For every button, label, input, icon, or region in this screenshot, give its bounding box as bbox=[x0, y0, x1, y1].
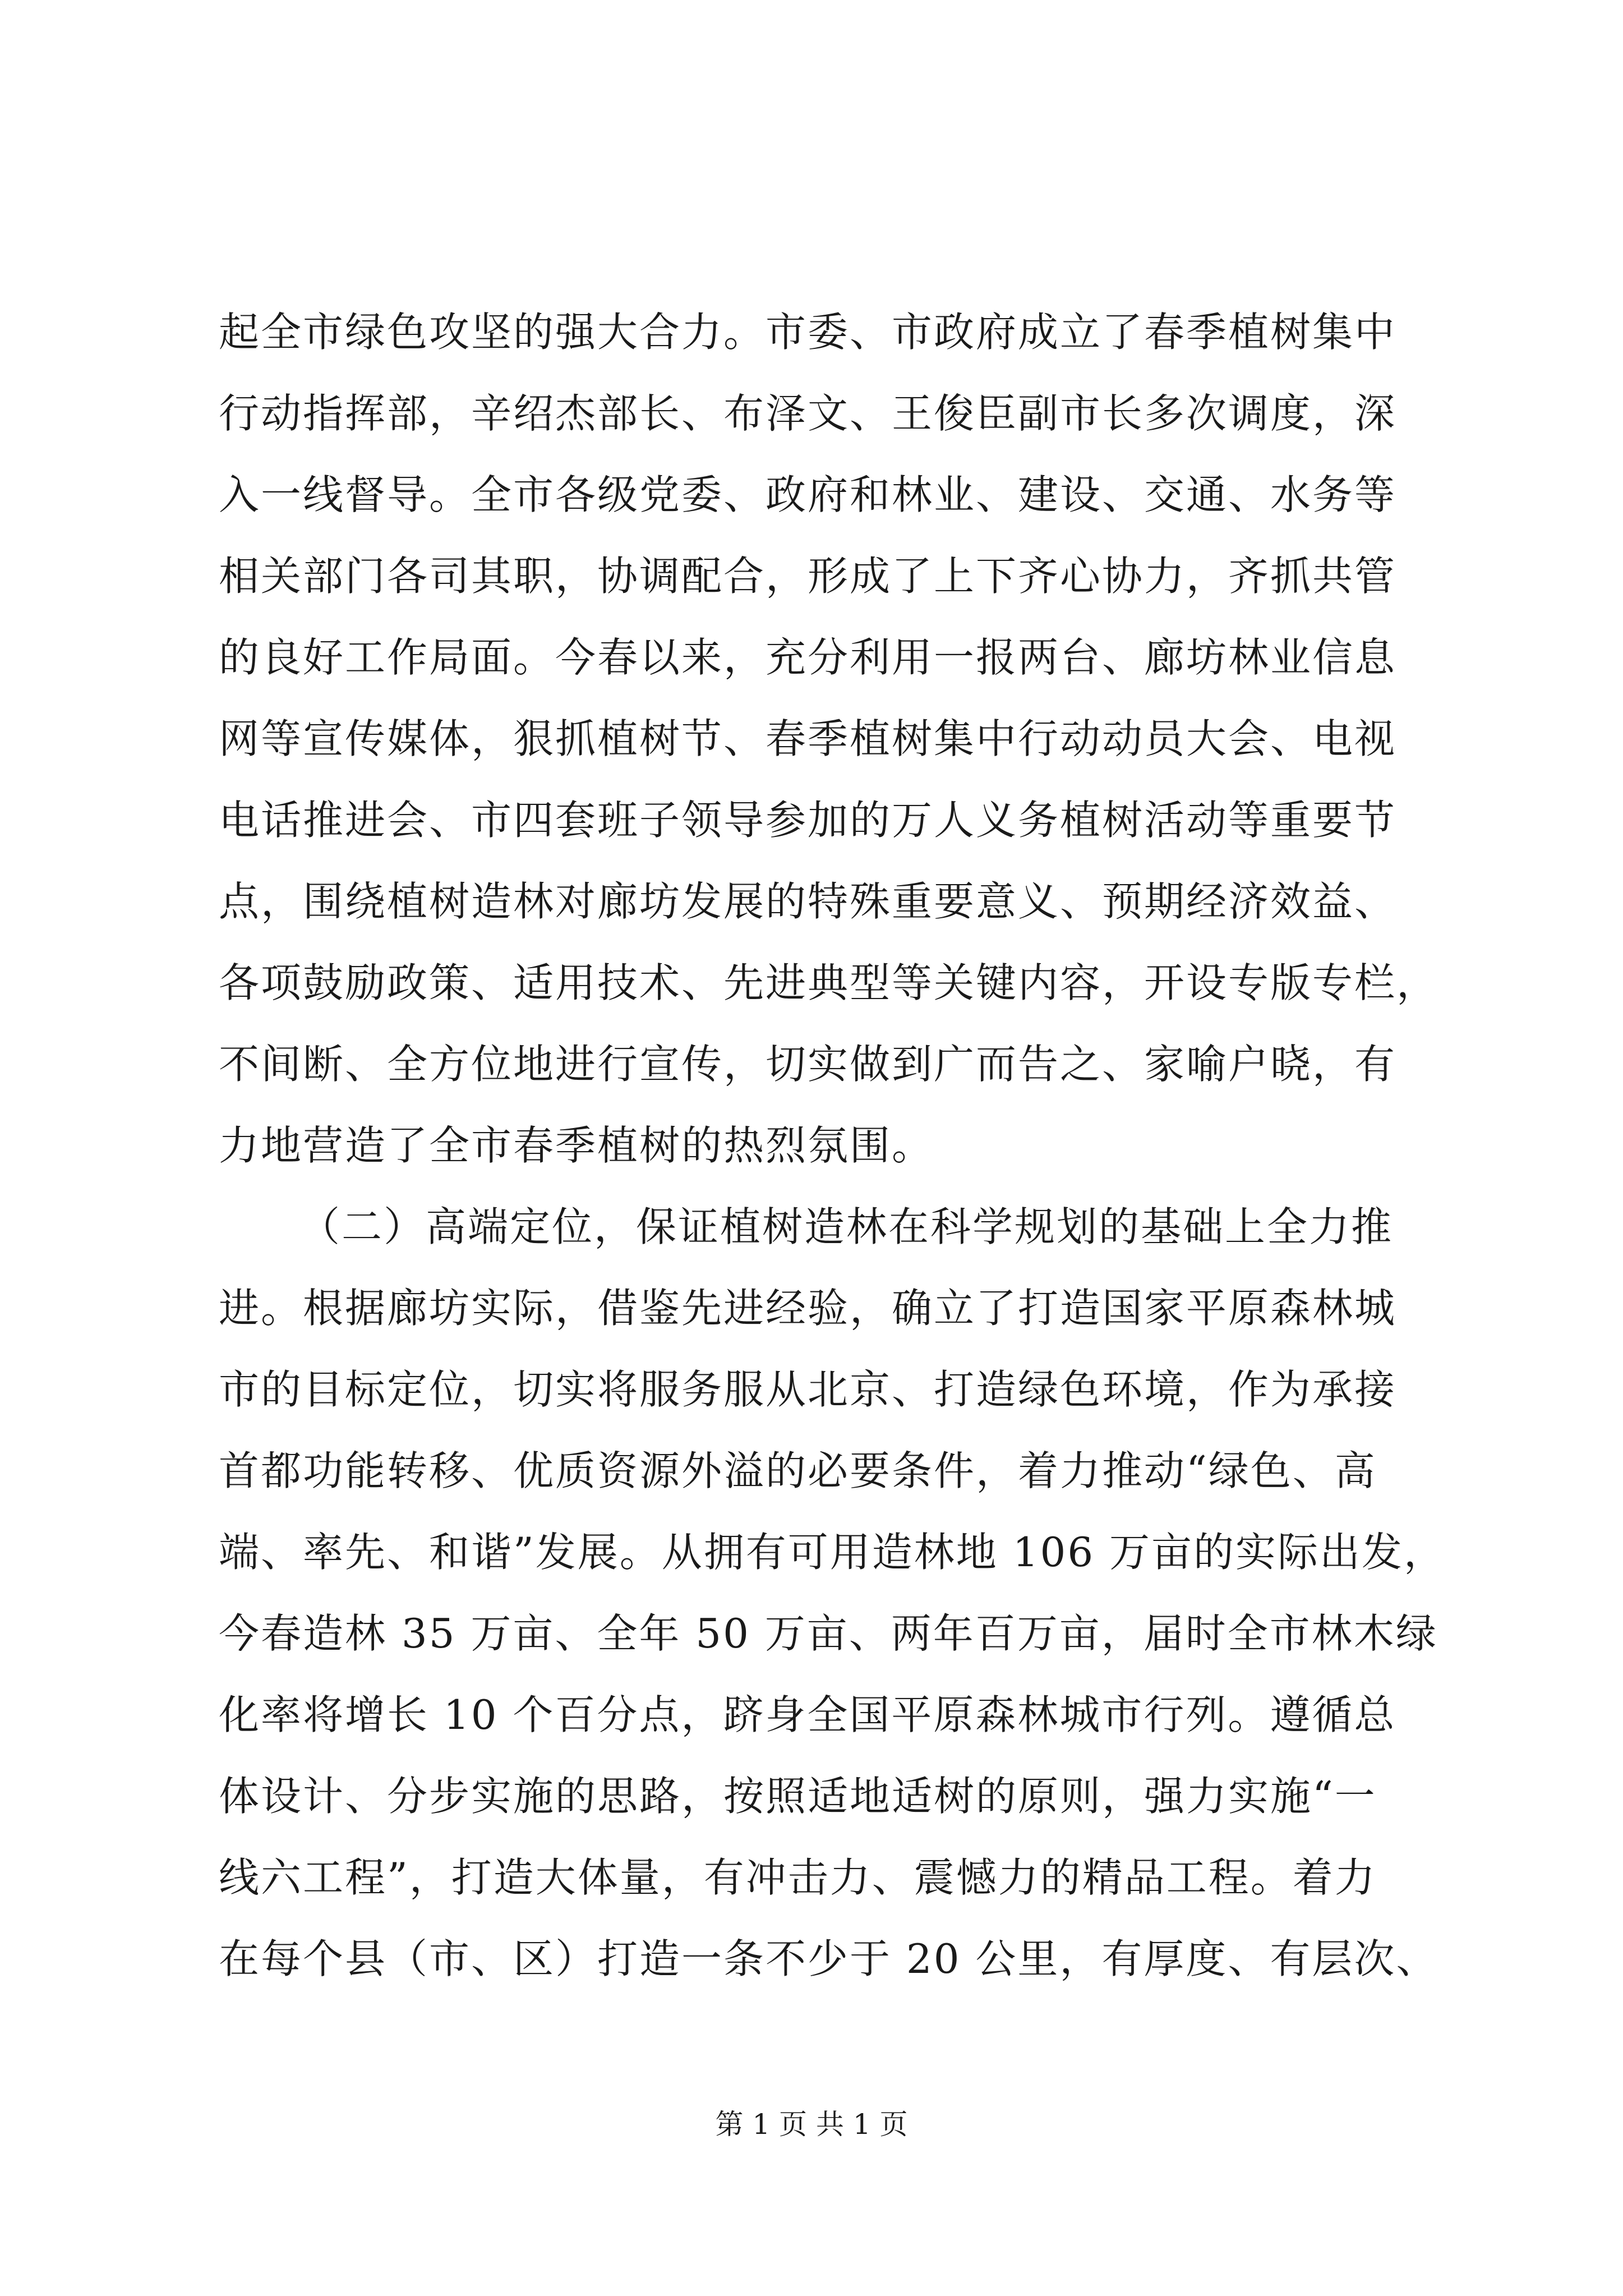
text-line: 不间断、全方位地进行宣传，切实做到广而告之、家喻户晓，有 bbox=[219, 1041, 1397, 1088]
text-line: 入一线督导。全市各级党委、政府和林业、建设、交通、水务等 bbox=[219, 471, 1397, 518]
page-number: 第 1 页 共 1 页 bbox=[715, 2108, 908, 2141]
text-line: 端、率先、和谐”发展。从拥有可用造林地 106 万亩的实际出发， bbox=[219, 1529, 1446, 1576]
text-line: 点，围绕植树造林对廊坊发展的特殊重要意义、预期经济效益、 bbox=[219, 878, 1397, 925]
text-line: 的良好工作局面。今春以来，充分利用一报两台、廊坊林业信息 bbox=[219, 634, 1397, 681]
body-text bbox=[219, 292, 1446, 2000]
text-line: 线六工程”，打造大体量，有冲击力、震憾力的精品工程。着力 bbox=[219, 1854, 1377, 1901]
text-line: 今春造林 35 万亩、全年 50 万亩、两年百万亩，届时全市林木绿 bbox=[219, 1610, 1438, 1657]
text-line: 网等宣传媒体，狠抓植树节、春季植树集中行动动员大会、电视 bbox=[219, 715, 1397, 762]
text-line: 体设计、分步实施的思路，按照适地适树的原则，强力实施“一 bbox=[219, 1773, 1377, 1820]
text-line: 相关部门各司其职，协调配合，形成了上下齐心协力，齐抓共管 bbox=[219, 553, 1397, 600]
text-line: 首都功能转移、优质资源外溢的必要条件，着力推动“绿色、高 bbox=[219, 1447, 1377, 1494]
text-line: 化率将增长 10 个百分点，跻身全国平原森林城市行列。遵循总 bbox=[219, 1691, 1396, 1738]
text-line: 市的目标定位，切实将服务服从北京、打造绿色环境，作为承接 bbox=[219, 1366, 1397, 1413]
section-heading-line: （二）高端定位，保证植树造林在科学规划的基础上全力推 bbox=[299, 1203, 1394, 1250]
text-line: 力地营造了全市春季植树的热烈氛围。 bbox=[219, 1122, 934, 1169]
text-line: 行动指挥部，辛绍杰部长、布泽文、王俊臣副市长多次调度，深 bbox=[219, 390, 1397, 437]
text-line: 进。根据廊坊实际，借鉴先进经验，确立了打造国家平原森林城 bbox=[219, 1285, 1397, 1332]
text-line: 在每个县（市、区）打造一条不少于 20 公里，有厚度、有层次、 bbox=[219, 1935, 1438, 1982]
text-line: 各项鼓励政策、适用技术、先进典型等关键内容，开设专版专栏， bbox=[219, 959, 1439, 1006]
text-line: 起全市绿色攻坚的强大合力。市委、市政府成立了春季植树集中 bbox=[219, 309, 1397, 356]
text-line: 电话推进会、市四套班子领导参加的万人义务植树活动等重要节 bbox=[219, 797, 1397, 844]
page-footer bbox=[0, 2105, 1623, 2144]
